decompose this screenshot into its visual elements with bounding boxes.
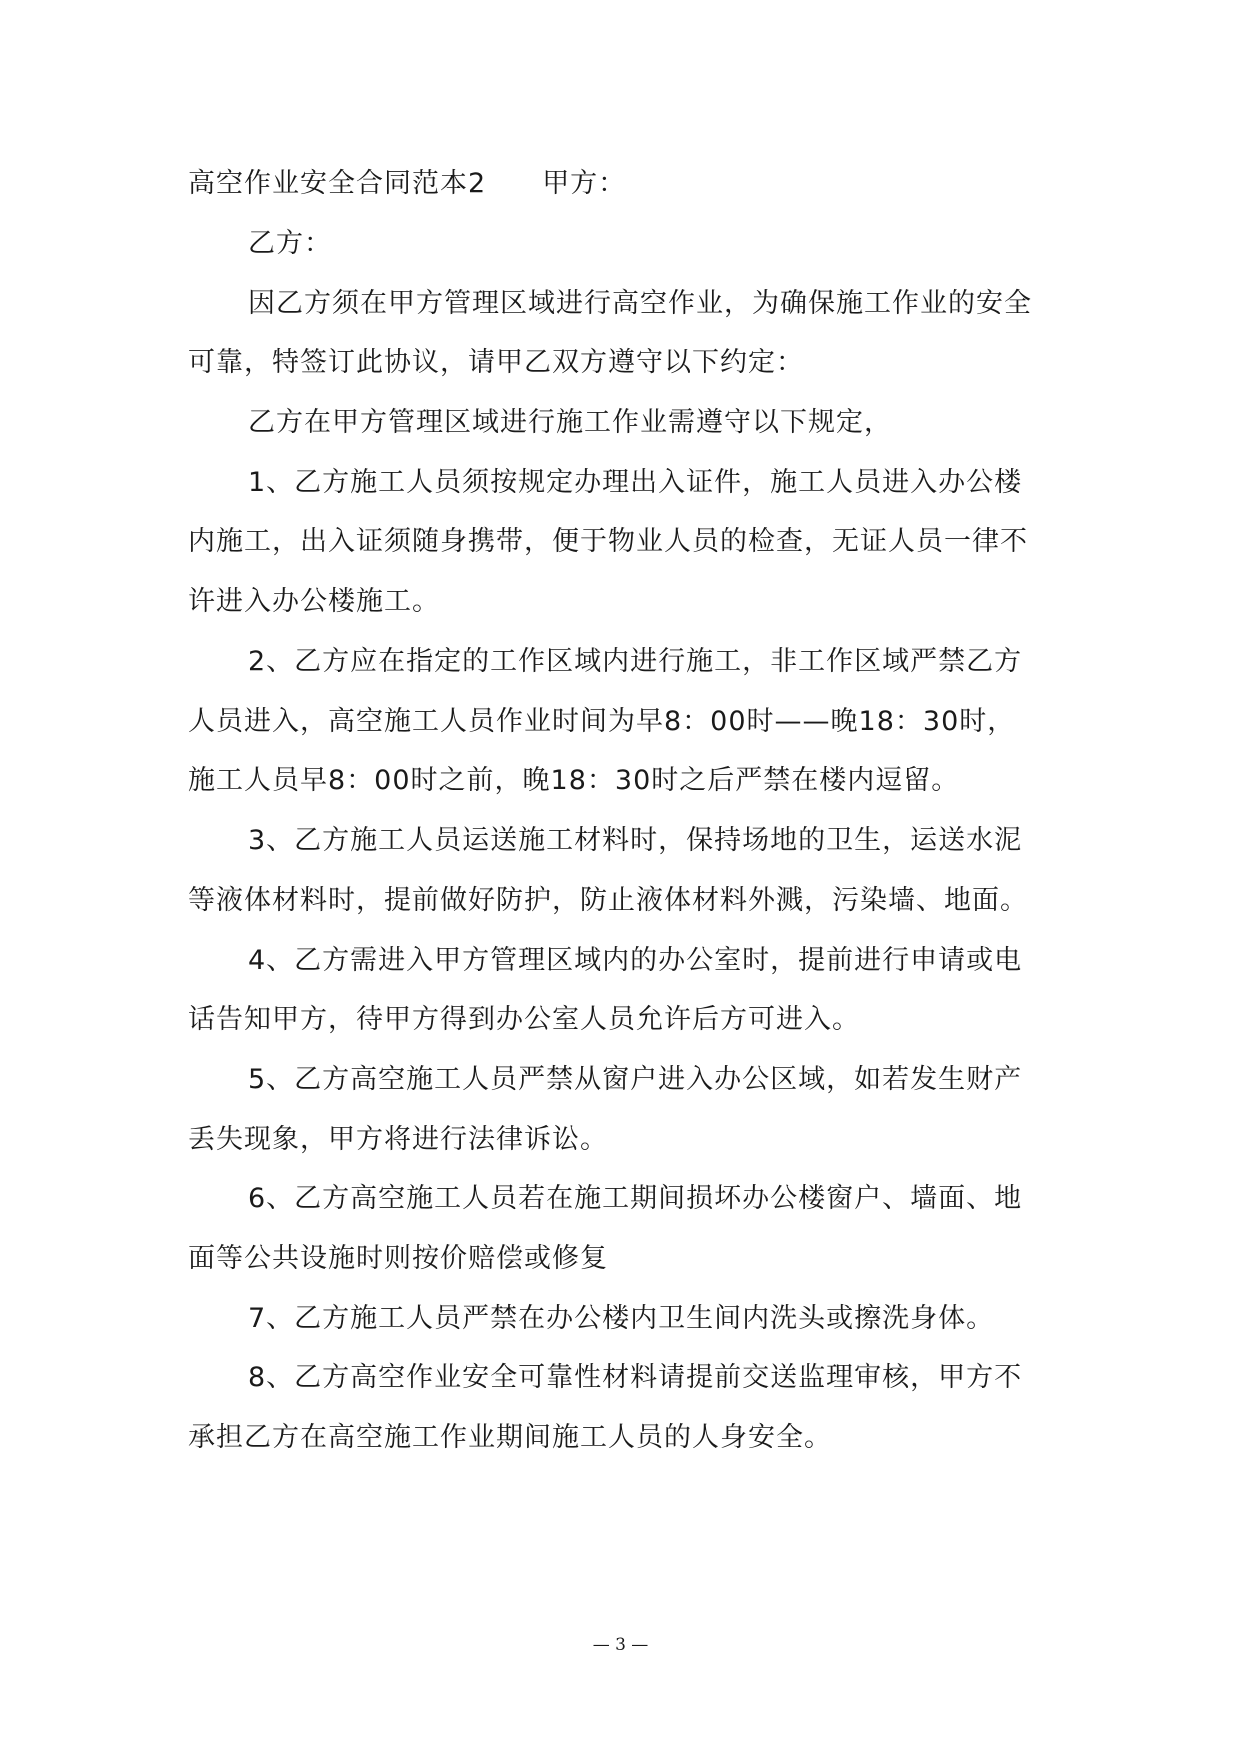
clause-2-line-2: 人员进入，高空施工人员作业时间为早8：00时——晚18：30时，	[188, 706, 1016, 737]
rules-intro: 乙方在甲方管理区域进行施工作业需遵守以下规定，	[248, 407, 892, 438]
clause-5-line-1: 5、乙方高空施工人员严禁从窗户进入办公区域，如若发生财产	[248, 1064, 1023, 1095]
clause-6-line-2: 面等公共设施时则按价赔偿或修复	[188, 1243, 608, 1274]
intro-line-1: 因乙方须在甲方管理区域进行高空作业，为确保施工作业的安全	[248, 288, 1032, 319]
clause-4-line-1: 4、乙方需进入甲方管理区域内的办公室时，提前进行申请或电	[248, 945, 1023, 976]
clause-8-line-1: 8、乙方高空作业安全可靠性材料请提前交送监理审核，甲方不	[248, 1362, 1023, 1393]
clause-4-line-2: 话告知甲方，待甲方得到办公室人员允许后方可进入。	[188, 1004, 860, 1035]
clause-8-line-2: 承担乙方在高空施工作业期间施工人员的人身安全。	[188, 1422, 832, 1453]
clause-7-line-1: 7、乙方施工人员严禁在办公楼内卫生间内洗头或擦洗身体。	[248, 1303, 995, 1334]
clause-6-line-1: 6、乙方高空施工人员若在施工期间损坏办公楼窗户、墙面、地	[248, 1183, 1023, 1214]
clause-1-line-1: 1、乙方施工人员须按规定办理出入证件，施工人员进入办公楼	[248, 467, 1023, 498]
clause-3-line-1: 3、乙方施工人员运送施工材料时，保持场地的卫生，运送水泥	[248, 825, 1023, 856]
clause-1-line-2: 内施工，出入证须随身携带，便于物业人员的检查，无证人员一律不	[188, 526, 1028, 557]
clause-3-line-2: 等液体材料时，提前做好防护，防止液体材料外溅，污染墙、地面。	[188, 885, 1028, 916]
clause-5-line-2: 丢失现象，甲方将进行法律诉讼。	[188, 1124, 608, 1155]
intro-line-2: 可靠，特签订此协议，请甲乙双方遵守以下约定：	[188, 347, 804, 378]
clause-2-line-1: 2、乙方应在指定的工作区域内进行施工，非工作区域严禁乙方	[248, 646, 1023, 677]
document-title: 高空作业安全合同范本2	[188, 168, 487, 199]
party-a-label: 甲方：	[542, 168, 627, 199]
clause-1-line-3: 许进入办公楼施工。	[188, 586, 440, 617]
title-row	[188, 168, 626, 200]
page-number: — 3 —	[592, 1635, 649, 1655]
party-b-label: 乙方：	[248, 228, 332, 259]
clause-2-line-3: 施工人员早8：00时之前，晚18：30时之后严禁在楼内逗留。	[188, 765, 960, 796]
